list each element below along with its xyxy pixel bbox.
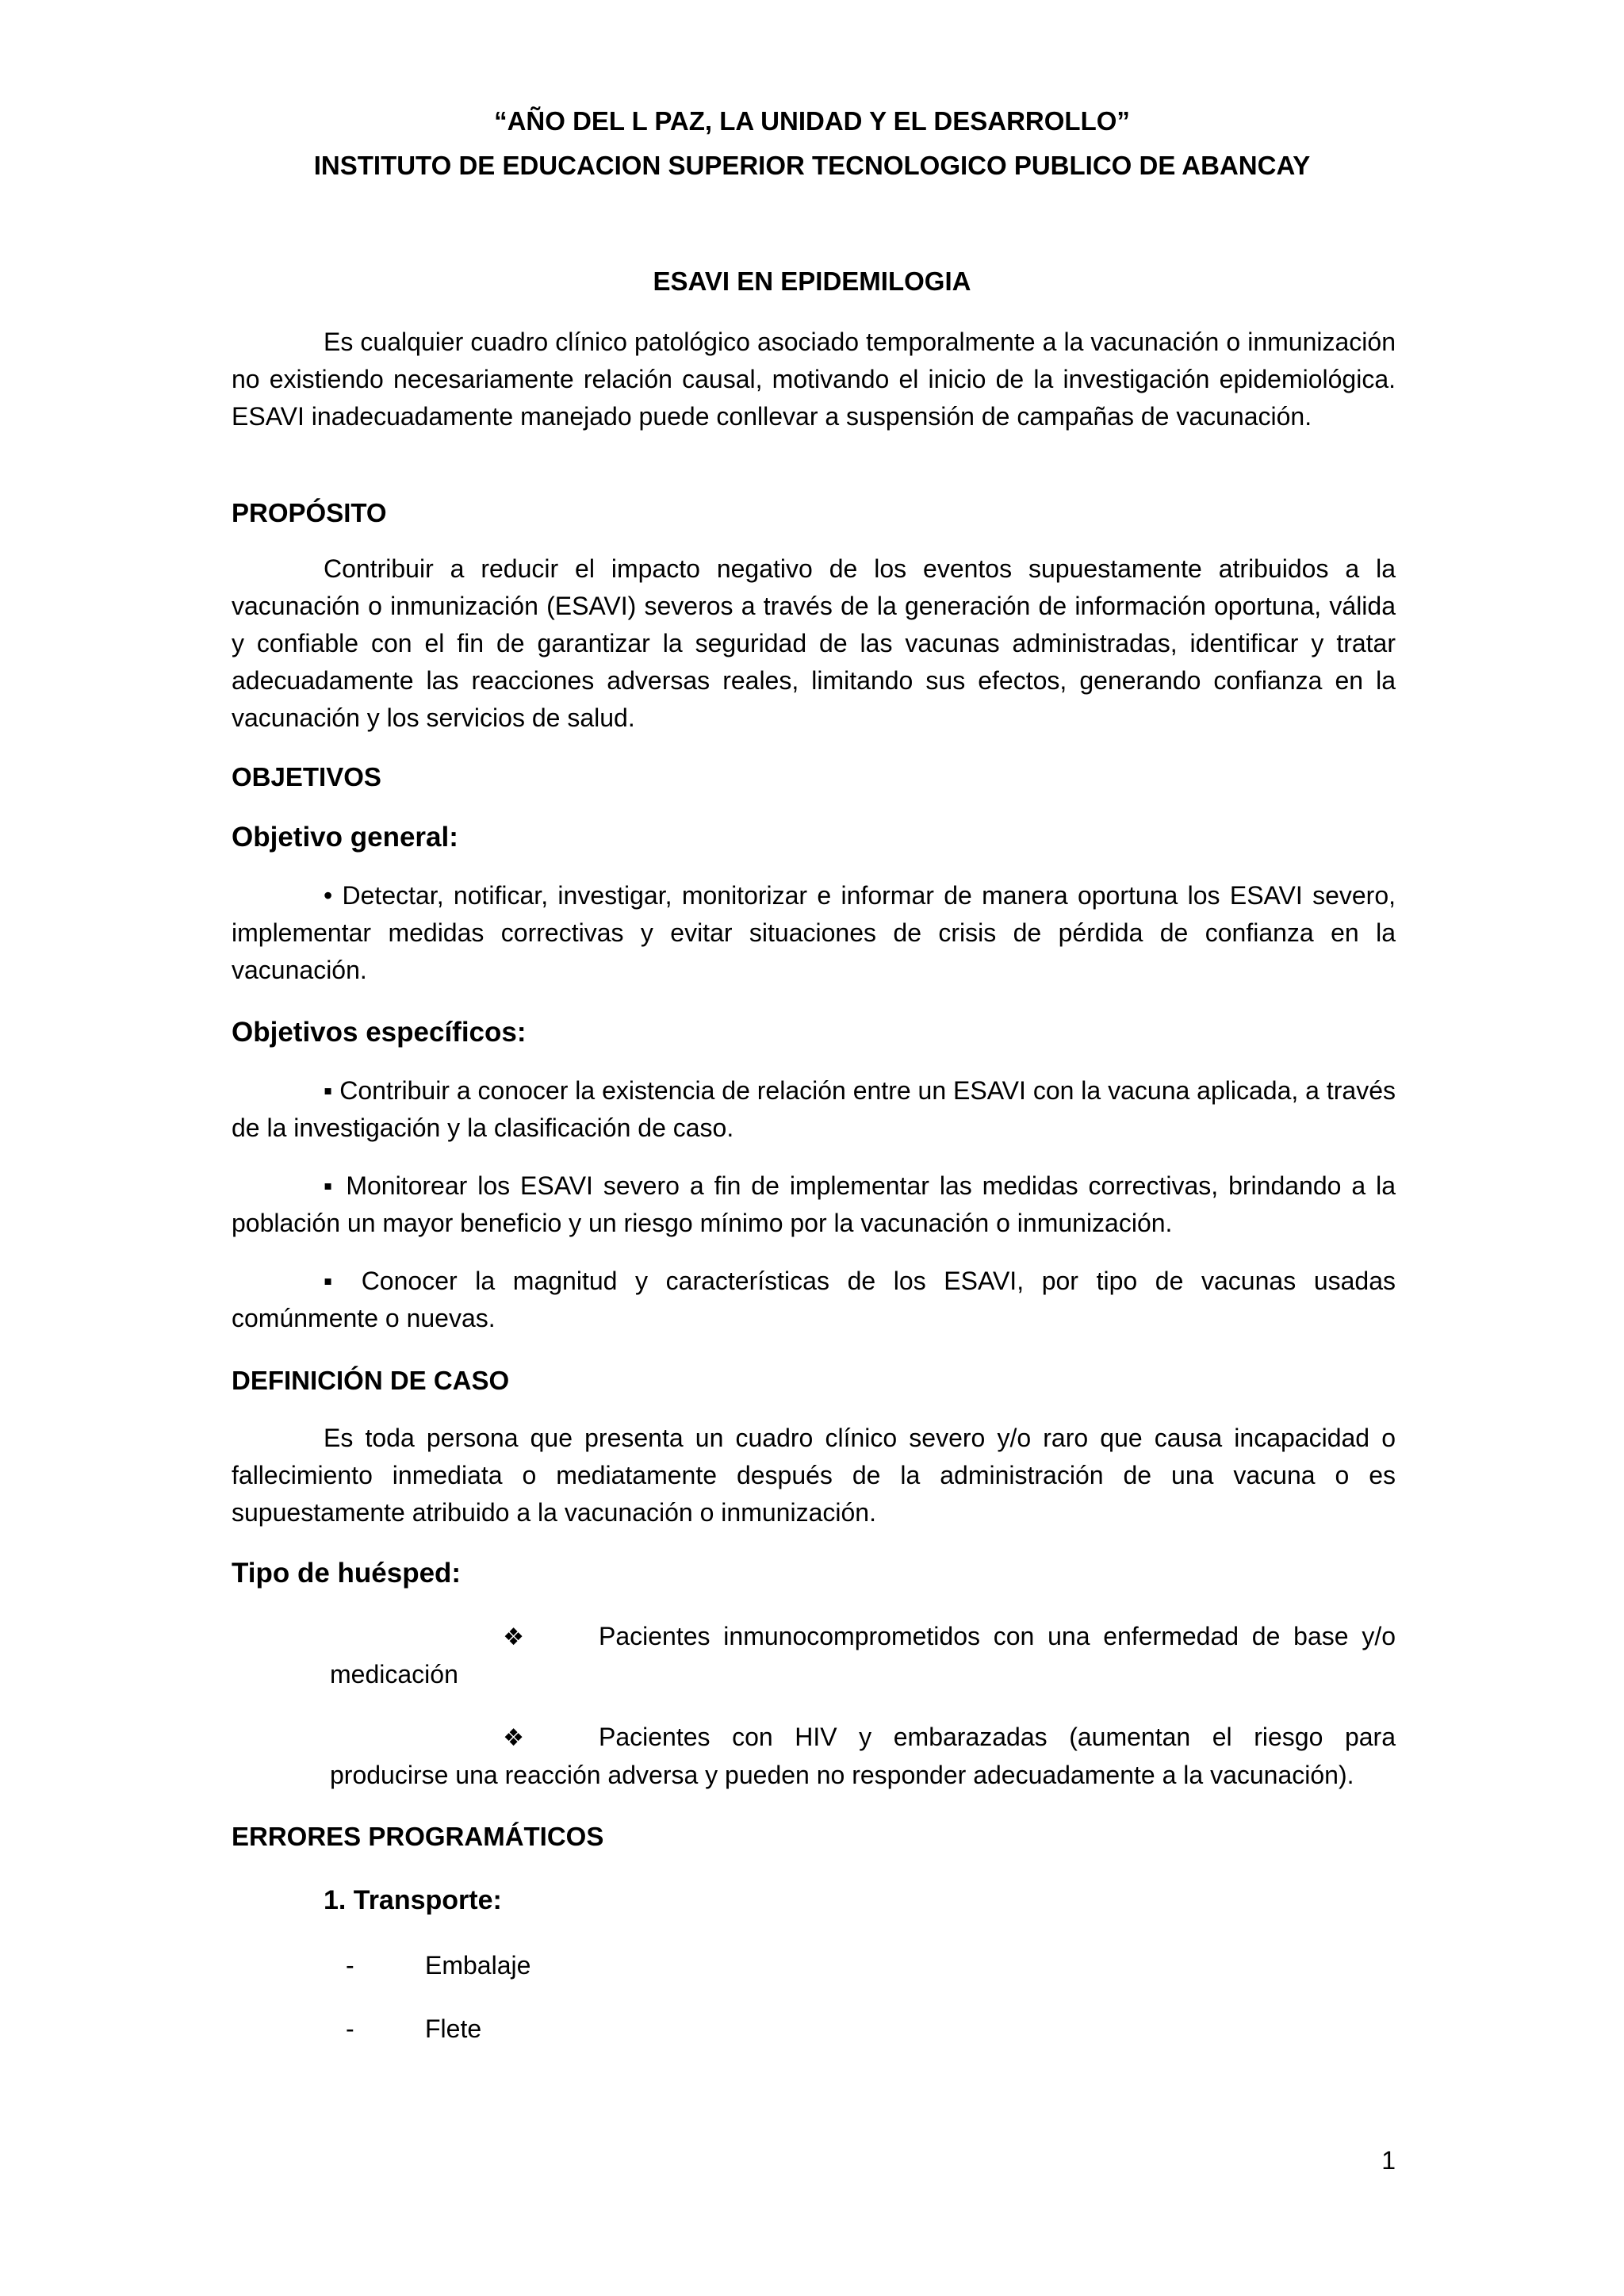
header-motto: “AÑO DEL L PAZ, LA UNIDAD Y EL DESARROLLO” xyxy=(494,106,1130,136)
heading-transporte: 1. Transporte: xyxy=(324,1885,502,1915)
intro-paragraph: Es cualquier cuadro clínico patológico asociado temporalmente a la vacunación o inmunización no existiendo necesariamente relación causal, motivando el inicio de la investigación epidemiológica. ESAVI inadecuadamente manejado puede conllevar a suspensión de campañas de vacunación. xyxy=(232,328,1396,431)
document-title: ESAVI EN EPIDEMILOGIA xyxy=(653,266,971,296)
proposito-paragraph: Contribuir a reducir el impacto negativo de los eventos supuestamente atribuidos a la vacunación o inmunización (ESAVI) severos a través de la generación de información oportuna, válida y confiable con el fin de garantizar la seguridad de las vacunas administradas, identificar y tratar adecuadamente las reacciones adversas reales, limitando sus efectos, generando confianza en la vacunación y los servicios de salud. xyxy=(232,554,1396,732)
dash-bullet: - xyxy=(346,2014,354,2043)
heading-errores-programaticos: ERRORES PROGRAMÁTICOS xyxy=(232,1822,604,1851)
objetivo-especifico-item: ▪ Contribuir a conocer la existencia de relación entre un ESAVI con la vacuna aplicada, a través de la investigación y la clasificación de caso. xyxy=(232,1076,1396,1142)
diamond-bullet-icon: ❖ xyxy=(503,1623,524,1651)
dash-list-item xyxy=(346,2011,481,2046)
dash-list-item-text: Embalaje xyxy=(425,1951,531,1980)
huesped-item xyxy=(330,1719,1396,1794)
dash-list-item-text: Flete xyxy=(425,2014,482,2043)
header-institution: INSTITUTO DE EDUCACION SUPERIOR TECNOLOGICO PUBLICO DE ABANCAY xyxy=(313,151,1311,180)
huesped-item xyxy=(330,1618,1396,1693)
definicion-paragraph: Es toda persona que presenta un cuadro clínico severo y/o raro que causa incapacidad o fallecimiento inmediata o mediatamente después de la administración de una vacuna o es supuestamente atribuido a la vacunación o inmunización. xyxy=(232,1424,1396,1527)
heading-objetivo-general: Objetivo general: xyxy=(232,822,458,853)
heading-definicion-caso: DEFINICIÓN DE CASO xyxy=(232,1366,510,1395)
objetivo-general-paragraph: • Detectar, notificar, investigar, monitorizar e informar de manera oportuna los ESAVI severo, implementar medidas correctivas y evitar situaciones de crisis de pérdida de confianza en la vacunación. xyxy=(232,881,1396,984)
objetivo-especifico-item: ▪ Conocer la magnitud y características de los ESAVI, por tipo de vacunas usadas comúnmente o nuevas. xyxy=(232,1267,1396,1332)
heading-proposito: PROPÓSITO xyxy=(232,498,387,527)
objetivo-especifico-item: ▪ Monitorear los ESAVI severo a fin de implementar las medidas correctivas, brindando a la población un mayor beneficio y un riesgo mínimo por la vacunación o inmunización. xyxy=(232,1171,1396,1237)
dash-bullet: - xyxy=(346,1951,354,1980)
diamond-bullet-icon: ❖ xyxy=(503,1724,524,1752)
heading-objetivos: OBJETIVOS xyxy=(232,762,381,792)
heading-tipo-huesped: Tipo de huésped: xyxy=(232,1558,462,1589)
page-number: 1 xyxy=(1381,2146,1396,2175)
huesped-item-text: Pacientes con HIV y embarazadas (aumentan el riesgo para producirse una reacción adversa y pueden no responder adecuadamente a la vacunación). xyxy=(330,1723,1396,1789)
huesped-item-text: Pacientes inmunocomprometidos con una enfermedad de base y/o medicación xyxy=(330,1622,1396,1688)
heading-objetivos-especificos: Objetivos específicos: xyxy=(232,1017,527,1048)
dash-list-item xyxy=(346,1948,530,1983)
